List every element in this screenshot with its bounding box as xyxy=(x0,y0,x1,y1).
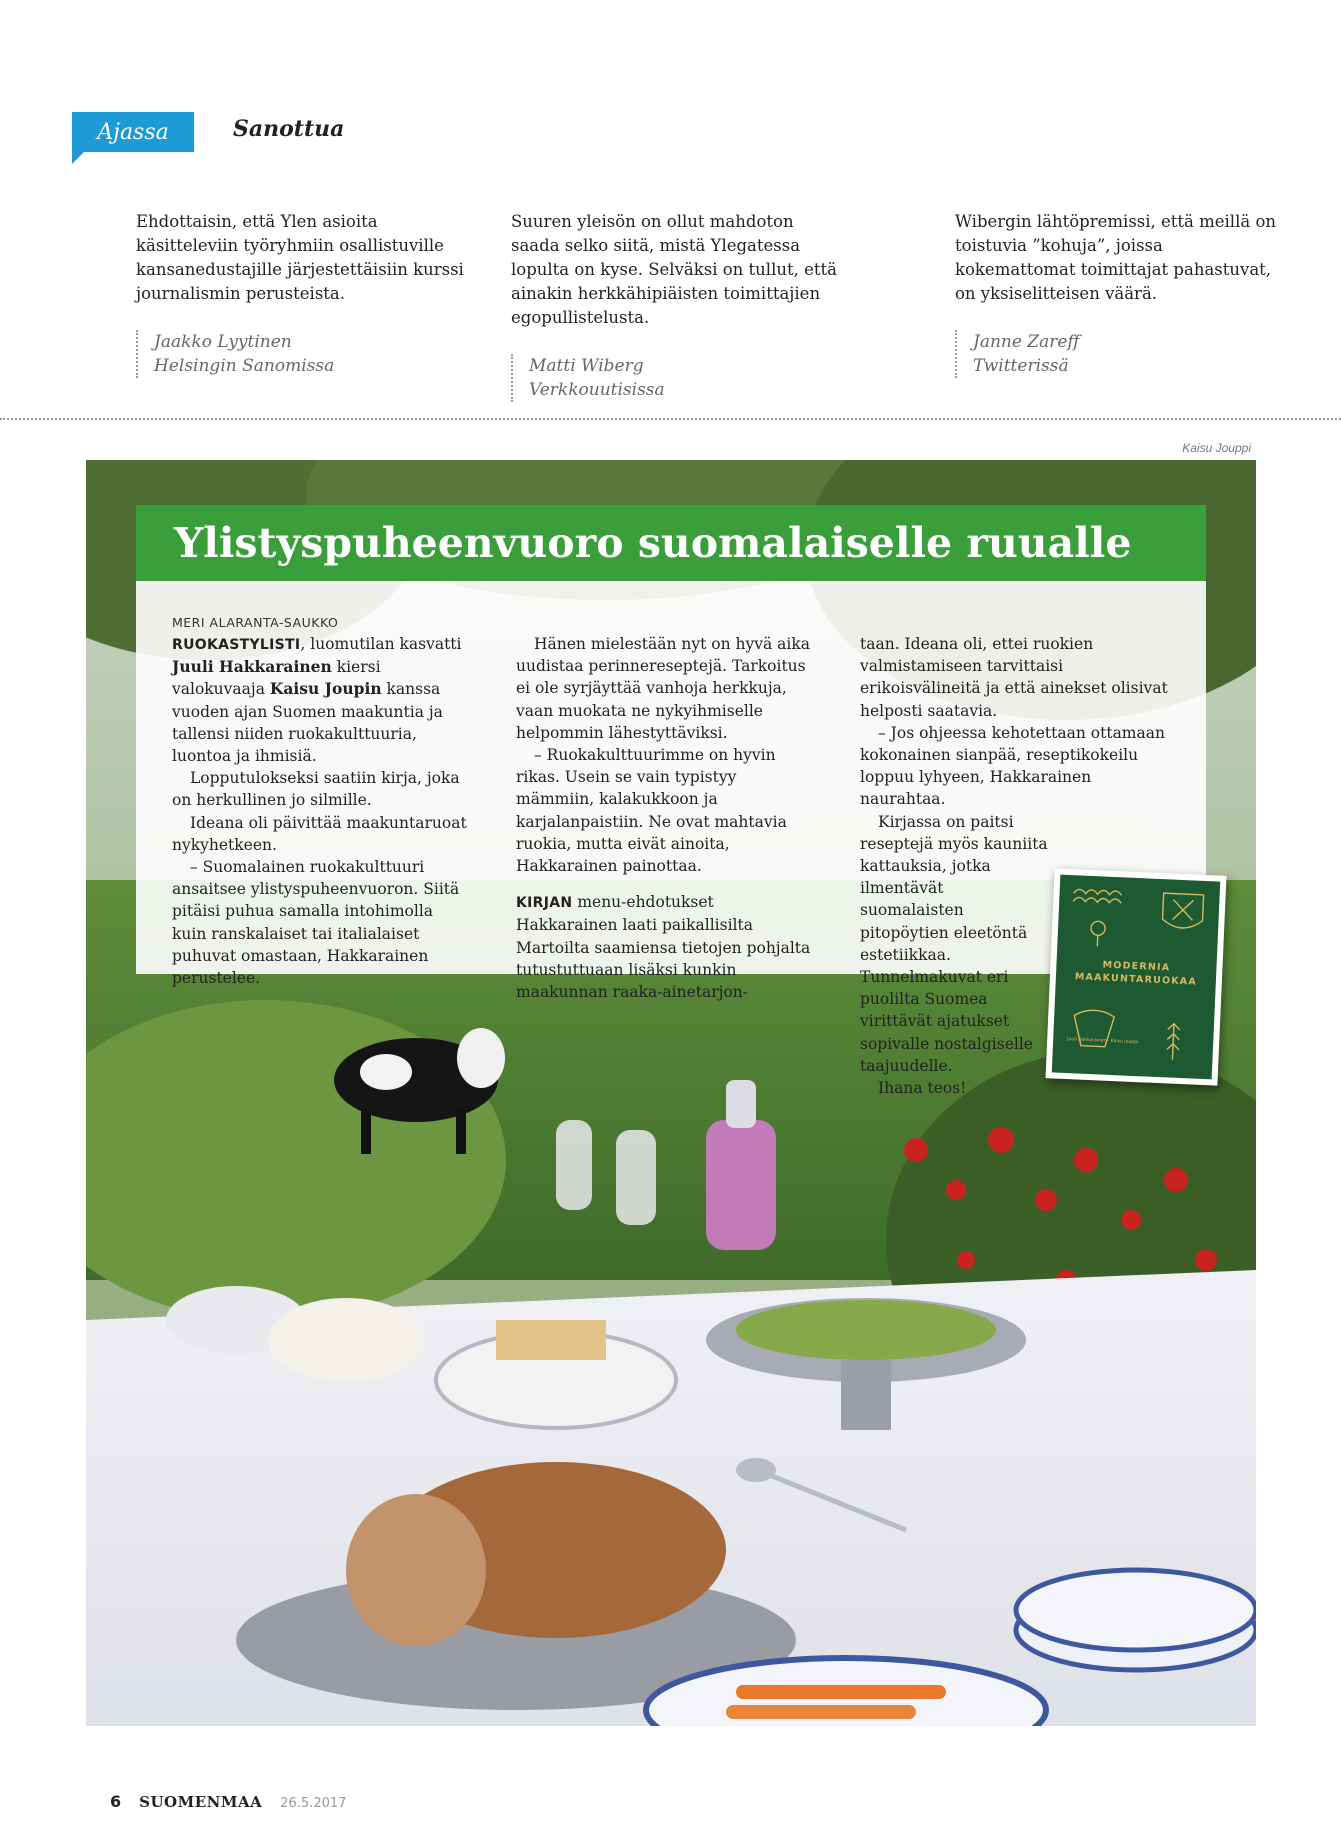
section-label: Ajassa xyxy=(97,119,169,145)
quote-source xyxy=(136,330,466,378)
paragraph: – Suomalainen ruokakulttuuri ansaitsee ylistyspuheenvuoron. Siitä pitäisi puhua samalla intohimolla kuin ranskalaiset tai italialaiset puhuvat omastaan, Hakkarainen perustelee. xyxy=(172,858,460,988)
text-run: , luomutilan kasvatti xyxy=(300,635,462,653)
dotted-divider xyxy=(0,418,1341,420)
article-column-2 xyxy=(516,633,816,1003)
paragraph: Kirjassa on paitsi reseptejä myös kauniita kattauksia, jotka ilmentävät suomalaisten pitopöytien eleetöntä estetiikkaa. Tunnelmakuvat eri puolilta Suomea virittävät ajatukset sopivalle nostalgiselle taajuudelle. xyxy=(860,812,1048,1075)
paragraph: Hänen mielestään nyt on hyvä aika uudistaa perinnereseptejä. Tarkoitus ei ole syrjäyttää vanhoja herkkuja, vaan muokata ne nykyihmiselle helpommin lähestyttäviksi. xyxy=(516,635,810,742)
quote-text: Ehdottaisin, että Ylen asioita käsitteleviin työryhmiin osallistuville kansanedustajille järjestettäisiin kurssi journalismin perusteista. xyxy=(136,212,464,303)
lead-word: KIRJAN xyxy=(516,895,573,912)
text-run: kanssa vuoden ajan Suomen maakuntia ja tallensi niiden ruokakulttuuria, luontoa ja ihmisiä. xyxy=(172,680,443,766)
article-headline: Ylistyspuheenvuoro suomalaiselle ruualle xyxy=(174,519,1132,567)
book-cover-art xyxy=(1052,875,1220,1080)
paragraph: – Ruokakulttuurimme on hyvin rikas. Usein se vain typistyy mämmiin, kalakukkoon ja karjalanpaistiin. Ne ovat mahtavia ruokia, mutta eivät ainoita, Hakkarainen painottaa. xyxy=(516,746,787,876)
paragraph: Ideana oli päivittää maakuntaruoat nykyhetkeen. xyxy=(172,813,467,854)
page-footer xyxy=(110,1792,346,1814)
page-number: 6 xyxy=(110,1792,122,1811)
quote-text: Suuren yleisön on ollut mahdoton saada selko siitä, mistä Ylegatessa lopulta on kyse. Selväksi on tullut, että ainakin herkkähipiäisten toimittajien egopullistelusta. xyxy=(511,212,837,327)
quote-text: Wibergin lähtöpremissi, että meillä on toistuvia ”kohuja”, joissa kokemattomat toimittajat pahastuvat, on yksiselitteisen väärä. xyxy=(955,212,1277,303)
paragraph xyxy=(516,891,816,1003)
paragraph: Lopputulokseksi saatiin kirja, joka on herkullinen jo silmille. xyxy=(172,769,460,810)
paragraph xyxy=(172,633,472,767)
book-authors: Juuli Hakkarainen · Kaisu Jouppi xyxy=(1067,1037,1139,1046)
text-run: menu-ehdotukset Hakkarainen laati paikallisilta Martoilta saamiensa tietojen pohjalta tutustuttuaan lisäksi kunkin maakunnan raaka-ainetarjon- xyxy=(516,893,811,1002)
quote-author: Janne Zareff xyxy=(973,332,1080,352)
book-cover xyxy=(1046,868,1227,1085)
publication-date: 26.5.2017 xyxy=(280,1796,347,1811)
publication-name: SUOMENMAA xyxy=(139,1793,263,1811)
text-run: kiersi valokuvaaja xyxy=(172,658,381,699)
paragraph: – Jos ohjeessa kehotettaan ottamaan kokonainen sianpää, reseptikokeilu loppuu lyhyeen, Hakkarainen naurahtaa. xyxy=(860,723,1165,809)
headline-bar xyxy=(136,505,1206,581)
quote-source xyxy=(955,330,1285,378)
quote-author: Matti Wiberg xyxy=(529,356,644,376)
quote-author: Jaakko Lyytinen xyxy=(154,332,292,352)
photo-credit: Kaisu Jouppi xyxy=(1182,441,1251,455)
book-title: MODERNIA MAAKUNTARUOKAA xyxy=(1074,959,1198,988)
quote-2 xyxy=(511,210,841,402)
section-tab xyxy=(72,112,194,152)
person-name: Juuli Hakkarainen xyxy=(172,657,332,677)
quote-outlet: Helsingin Sanomissa xyxy=(154,356,335,376)
quote-1 xyxy=(136,210,466,378)
lead-word: RUOKASTYLISTI xyxy=(172,637,301,653)
quote-3 xyxy=(955,210,1285,378)
paragraph: taan. Ideana oli, ettei ruokien valmistamiseen tarvittaisi erikoisvälineitä ja että ainekset olisivat helposti saatavia. xyxy=(860,635,1168,720)
article-column-1 xyxy=(172,633,472,989)
person-name: Kaisu Joupin xyxy=(269,679,382,699)
quote-outlet: Verkkouutisissa xyxy=(529,380,665,400)
paragraph: Ihana teos! xyxy=(878,1079,967,1098)
section-tab-notch xyxy=(72,152,84,164)
quote-source xyxy=(511,354,841,402)
quote-outlet: Twitterissä xyxy=(973,356,1069,376)
article-byline: MERI ALARANTA-SAUKKO xyxy=(172,615,339,630)
section-title: Sanottua xyxy=(233,116,345,142)
